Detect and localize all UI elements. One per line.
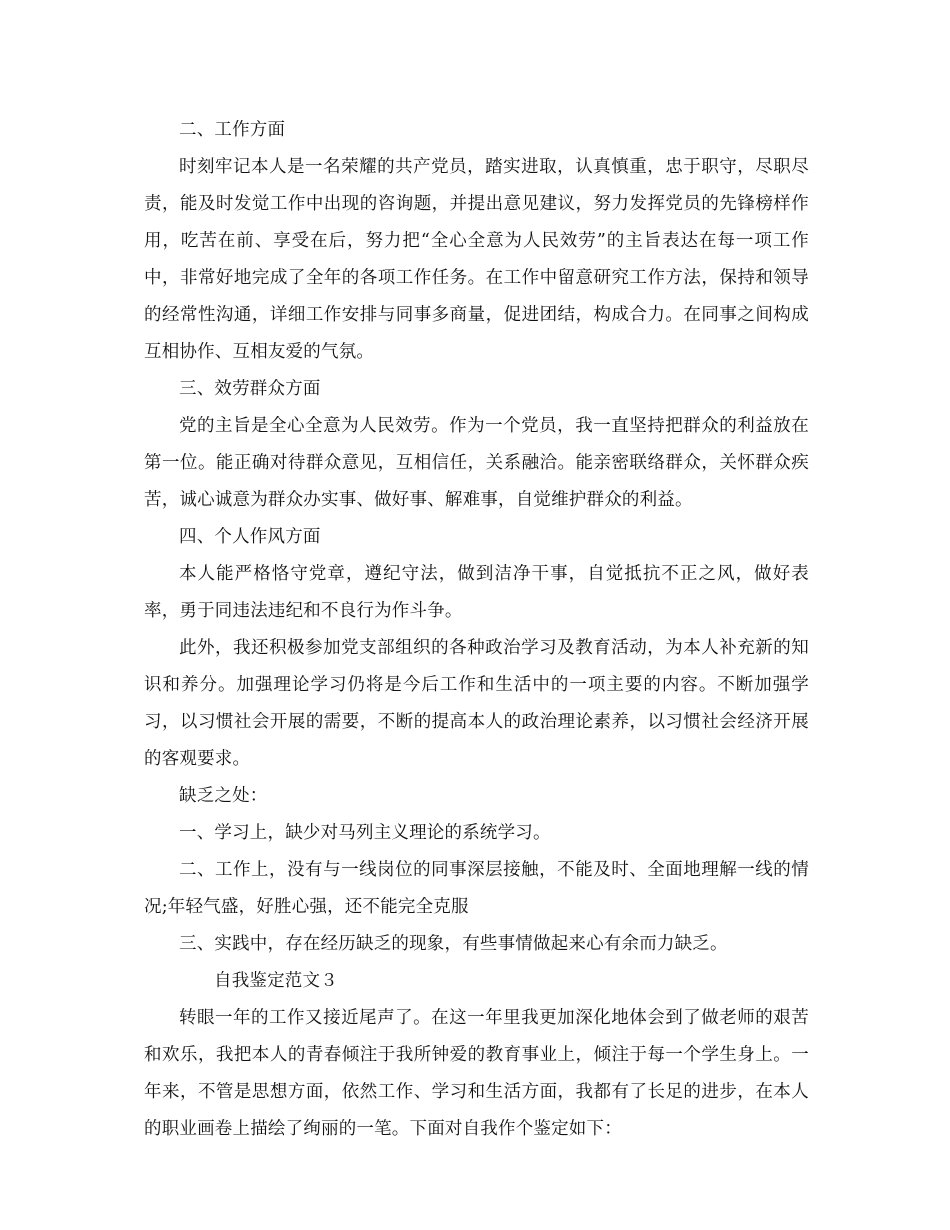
paragraph-sample-intro: 转眼一年的工作又接近尾声了。在这一年里我更加深化地体会到了做老师的艰苦和欢乐，我把本人的青春倾注于我所钟爱的教育事业上，倾注于每一个学生身上。一年来，不管是思想方面，依然工作、学习和生活方面，我都有了长足的进步，在本人的职业画卷上描绘了绚丽的一笔。下面对自我作个鉴定如下：	[144, 1008, 809, 1139]
section-heading-shortcomings: 缺乏之处：	[179, 786, 268, 806]
section-heading-work: 二、工作方面	[179, 120, 286, 140]
paragraph-work: 时刻牢记本人是一名荣耀的共产党员，踏实进取，认真慎重，忠于职守，尽职尽责，能及时发觉工作中出现的咨询题，并提出意见建议，努力发挥党员的先锋榜样作用，吃苦在前、享受在后，努力把“全心全意为人民效劳”的主旨表达在每一项工作中，非常好地完成了全年的各项工作任务。在工作中留意研究工作方法，保持和领导的经常性沟通，详细工作安排与同事多商量，促进团结，构成合力。在同事之间构成互相协作、互相友爱的气氛。	[144, 157, 809, 362]
shortcoming-item-1: 一、学习上，缺少对马列主义理论的系统学习。	[179, 823, 551, 843]
shortcoming-item-3: 三、实践中，存在经历缺乏的现象，有些事情做起来心有余而力缺乏。	[179, 934, 728, 954]
section-heading-service: 三、效劳群众方面	[179, 379, 321, 399]
paragraph-style: 本人能严格恪守党章，遵纪守法，做到洁净干事，自觉抵抗不正之风，做好表率，勇于同违法违纪和不良行为作斗争。	[144, 564, 809, 621]
paragraph-service: 党的主旨是全心全意为人民效劳。作为一个党员，我一直坚持把群众的利益放在第一位。能正确对待群众意见，互相信任，关系融洽。能亲密联络群众，关怀群众疾苦，诚心诚意为群众办实事、做好事、解难事，自觉维护群众的利益。	[144, 416, 809, 510]
shortcoming-item-2: 二、工作上，没有与一线岗位的同事深层接触，不能及时、全面地理解一线的情况;年轻气盛，好胜心强，还不能完全克服	[144, 860, 809, 917]
sample-title: 自我鉴定范文３	[214, 971, 338, 991]
paragraph-study: 此外，我还积极参加党支部组织的各种政治学习及教育活动，为本人补充新的知识和养分。加强理论学习仍将是今后工作和生活中的一项主要的内容。不断加强学习，以习惯社会开展的需要，不断的提高本人的政治理论素养，以习惯社会经济开展的客观要求。	[144, 638, 809, 769]
section-heading-style: 四、个人作风方面	[179, 527, 321, 547]
document-body	[144, 112, 809, 1148]
